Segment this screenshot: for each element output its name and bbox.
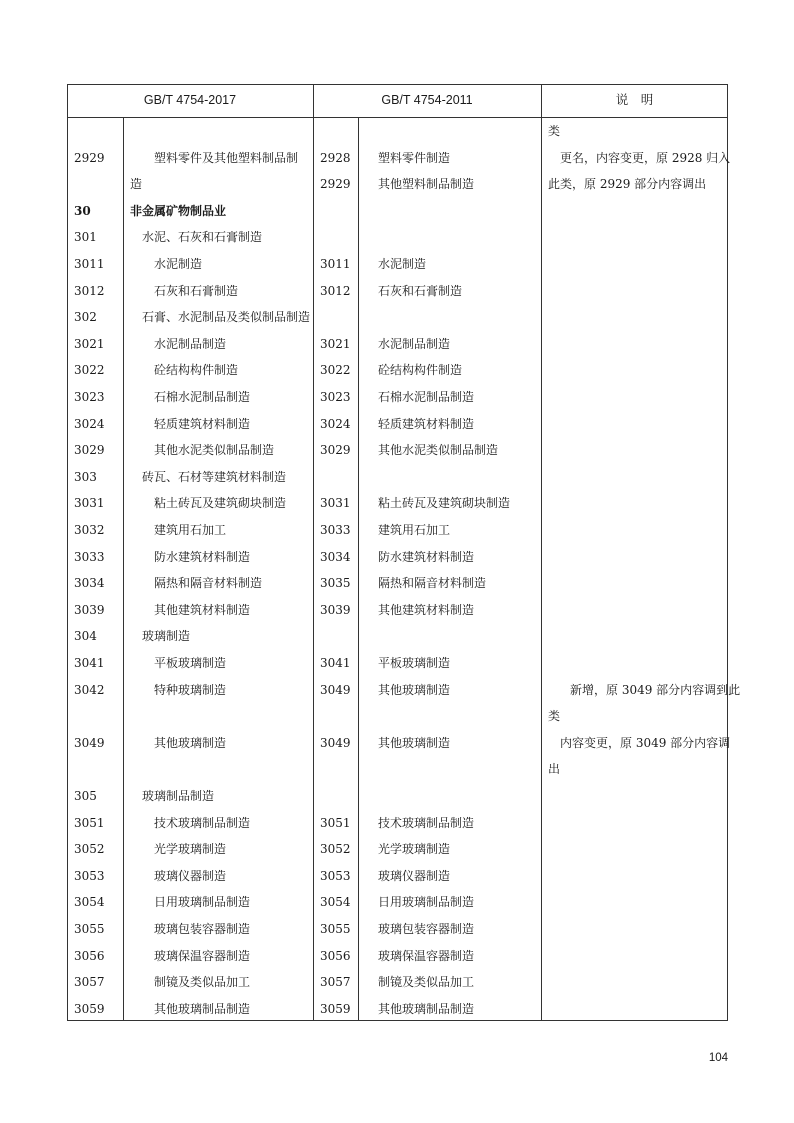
- cell-code-2011: 3053: [320, 869, 351, 883]
- cell-code-2017: 3039: [74, 603, 105, 617]
- cell-name-2017: 轻质建筑材料制造: [154, 417, 251, 431]
- cell-name-2017: 石棉水泥制品制造: [154, 390, 251, 404]
- cell-code-2017: 3054: [74, 895, 105, 909]
- cell-name-2017: 石膏、水泥制品及类似制品制造: [142, 310, 311, 324]
- cell-code-2011: 3024: [320, 417, 351, 431]
- cell-code-2017: 3012: [74, 284, 105, 298]
- cell-code-2011: 3051: [320, 816, 351, 830]
- cell-name-2011: 其他水泥类似制品制造: [378, 443, 499, 457]
- cell-code-2011: 3023: [320, 390, 351, 404]
- cell-note: 更名，内容变更，原 2928 归入: [560, 151, 731, 165]
- cell-code-2017: 3059: [74, 1002, 105, 1016]
- cell-code-2011: 3041: [320, 656, 351, 670]
- cell-name-2011: 石灰和石膏制造: [378, 284, 463, 298]
- cell-code-2011: 2928: [320, 151, 351, 165]
- cell-code-2017: 3031: [74, 496, 105, 510]
- cell-name-2017: 其他玻璃制造: [154, 736, 227, 750]
- cell-code-2017: 3051: [74, 816, 105, 830]
- cell-code-2011: 2929: [320, 177, 351, 191]
- cell-name-2011: 隔热和隔音材料制造: [378, 576, 487, 590]
- cell-code-2011: 3057: [320, 975, 351, 989]
- cell-code-2017: 301: [74, 230, 97, 244]
- cell-name-2017: 防水建筑材料制造: [154, 550, 251, 564]
- cell-code-2011: 3035: [320, 576, 351, 590]
- cell-code-2011: 3054: [320, 895, 351, 909]
- cell-name-2011: 其他塑料制品制造: [378, 177, 475, 191]
- cell-name-2011: 粘土砖瓦及建筑砌块制造: [378, 496, 511, 510]
- cell-code-2017: 305: [74, 789, 97, 803]
- cell-code-2017: 3041: [74, 656, 105, 670]
- cell-code-2017: 3049: [74, 736, 105, 750]
- cell-name-2011: 砼结构构件制造: [378, 363, 463, 377]
- cell-name-2011: 水泥制造: [378, 257, 427, 271]
- cell-name-2017: 玻璃包装容器制造: [154, 922, 251, 936]
- cell-name-2017: 其他玻璃制品制造: [154, 1002, 251, 1016]
- cell-code-2017: 3042: [74, 683, 105, 697]
- cell-code-2011: 3059: [320, 1002, 351, 1016]
- cell-name-2011: 光学玻璃制造: [378, 842, 451, 856]
- cell-name-2011: 其他玻璃制造: [378, 683, 451, 697]
- cell-code-2011: 3049: [320, 683, 351, 697]
- cell-name-2017: 非金属矿物制品业: [130, 204, 227, 218]
- cell-name-2017: 平板玻璃制造: [154, 656, 227, 670]
- cell-name-2011: 其他玻璃制造: [378, 736, 451, 750]
- cell-name-2011: 其他建筑材料制造: [378, 603, 475, 617]
- cell-name-2017: 玻璃仪器制造: [154, 869, 227, 883]
- cell-note: 新增，原 3049 部分内容调到此: [570, 683, 741, 697]
- cell-name-2011: 防水建筑材料制造: [378, 550, 475, 564]
- cell-code-2011: 3021: [320, 337, 351, 351]
- cell-code-2011: 3049: [320, 736, 351, 750]
- cell-code-2011: 3039: [320, 603, 351, 617]
- cell-name-2011: 日用玻璃制品制造: [378, 895, 475, 909]
- cell-name-2017: 水泥制品制造: [154, 337, 227, 351]
- cell-code-2017: 3033: [74, 550, 105, 564]
- column-divider-note: [541, 84, 542, 1021]
- cell-name-2017: 玻璃制造: [142, 629, 191, 643]
- cell-note: 类: [548, 124, 561, 138]
- cell-name-2011: 玻璃包装容器制造: [378, 922, 475, 936]
- column-divider-2017-2011: [313, 84, 314, 1021]
- cell-name-2011: 玻璃仪器制造: [378, 869, 451, 883]
- cell-code-2017: 302: [74, 310, 97, 324]
- cell-code-2017: 3055: [74, 922, 105, 936]
- cell-code-2017: 304: [74, 629, 97, 643]
- cell-name-2017: 隔热和隔音材料制造: [154, 576, 263, 590]
- cell-name-2017: 其他建筑材料制造: [154, 603, 251, 617]
- cell-name-2017: 制镜及类似品加工: [154, 975, 251, 989]
- cell-name-2017: 砼结构构件制造: [154, 363, 239, 377]
- cell-code-2011: 3011: [320, 257, 351, 271]
- cell-code-2017: 3024: [74, 417, 105, 431]
- header-note: 说 明: [615, 93, 654, 107]
- cell-note: 出: [548, 762, 561, 776]
- cell-code-2011: 3029: [320, 443, 351, 457]
- cell-code-2017: 303: [74, 470, 97, 484]
- column-divider-2017-code: [123, 117, 124, 1021]
- cell-code-2017: 3032: [74, 523, 105, 537]
- cell-name-2011: 轻质建筑材料制造: [378, 417, 475, 431]
- cell-name-2011: 玻璃保温容器制造: [378, 949, 475, 963]
- cell-code-2017: 3056: [74, 949, 105, 963]
- header-gbt-2017: GB/T 4754-2017: [143, 93, 237, 107]
- cell-note: 此类，原 2929 部分内容调出: [548, 177, 707, 191]
- cell-name-2017: 日用玻璃制品制造: [154, 895, 251, 909]
- cell-name-2011: 塑料零件制造: [378, 151, 451, 165]
- cell-name-2017: 光学玻璃制造: [154, 842, 227, 856]
- column-divider-2011-code: [358, 117, 359, 1021]
- cell-code-2017: 3023: [74, 390, 105, 404]
- cell-name-2017: 水泥、石灰和石膏制造: [142, 230, 263, 244]
- cell-name-2011: 制镜及类似品加工: [378, 975, 475, 989]
- cell-code-2011: 3052: [320, 842, 351, 856]
- cell-name-2017: 粘土砖瓦及建筑砌块制造: [154, 496, 287, 510]
- cell-code-2011: 3012: [320, 284, 351, 298]
- header-gbt-2011: GB/T 4754-2011: [381, 93, 473, 107]
- cell-code-2017: 3021: [74, 337, 105, 351]
- cell-code-2017: 3053: [74, 869, 105, 883]
- cell-name-2017: 砖瓦、石材等建筑材料制造: [142, 470, 287, 484]
- cell-code-2011: 3031: [320, 496, 351, 510]
- cell-name-2017: 造: [130, 177, 143, 191]
- cell-code-2017: 3011: [74, 257, 105, 271]
- cell-name-2017: 技术玻璃制品制造: [154, 816, 251, 830]
- page-number: 104: [708, 1052, 728, 1064]
- cell-code-2011: 3034: [320, 550, 351, 564]
- cell-code-2017: 3034: [74, 576, 105, 590]
- cell-name-2011: 水泥制品制造: [378, 337, 451, 351]
- cell-code-2011: 3056: [320, 949, 351, 963]
- cell-name-2017: 石灰和石膏制造: [154, 284, 239, 298]
- cell-name-2011: 平板玻璃制造: [378, 656, 451, 670]
- cell-name-2011: 石棉水泥制品制造: [378, 390, 475, 404]
- cell-code-2017: 3057: [74, 975, 105, 989]
- cell-name-2017: 塑料零件及其他塑料制品制: [154, 151, 299, 165]
- cell-name-2017: 其他水泥类似制品制造: [154, 443, 275, 457]
- cell-name-2011: 建筑用石加工: [378, 523, 451, 537]
- cell-name-2011: 技术玻璃制品制造: [378, 816, 475, 830]
- cell-code-2017: 3029: [74, 443, 105, 457]
- header-divider: [67, 117, 728, 118]
- cell-code-2017: 3052: [74, 842, 105, 856]
- cell-name-2017: 建筑用石加工: [154, 523, 227, 537]
- cell-code-2017: 3022: [74, 363, 105, 377]
- cell-code-2011: 3022: [320, 363, 351, 377]
- cell-code-2017: 2929: [74, 151, 105, 165]
- cell-note: 类: [548, 709, 561, 723]
- cell-code-2011: 3033: [320, 523, 351, 537]
- cell-name-2017: 特种玻璃制造: [154, 683, 227, 697]
- cell-name-2017: 玻璃制品制造: [142, 789, 215, 803]
- cell-name-2017: 水泥制造: [154, 257, 203, 271]
- cell-name-2011: 其他玻璃制品制造: [378, 1002, 475, 1016]
- cell-code-2017: 30: [74, 204, 91, 218]
- cell-code-2011: 3055: [320, 922, 351, 936]
- cell-name-2017: 玻璃保温容器制造: [154, 949, 251, 963]
- cell-note: 内容变更，原 3049 部分内容调: [560, 736, 731, 750]
